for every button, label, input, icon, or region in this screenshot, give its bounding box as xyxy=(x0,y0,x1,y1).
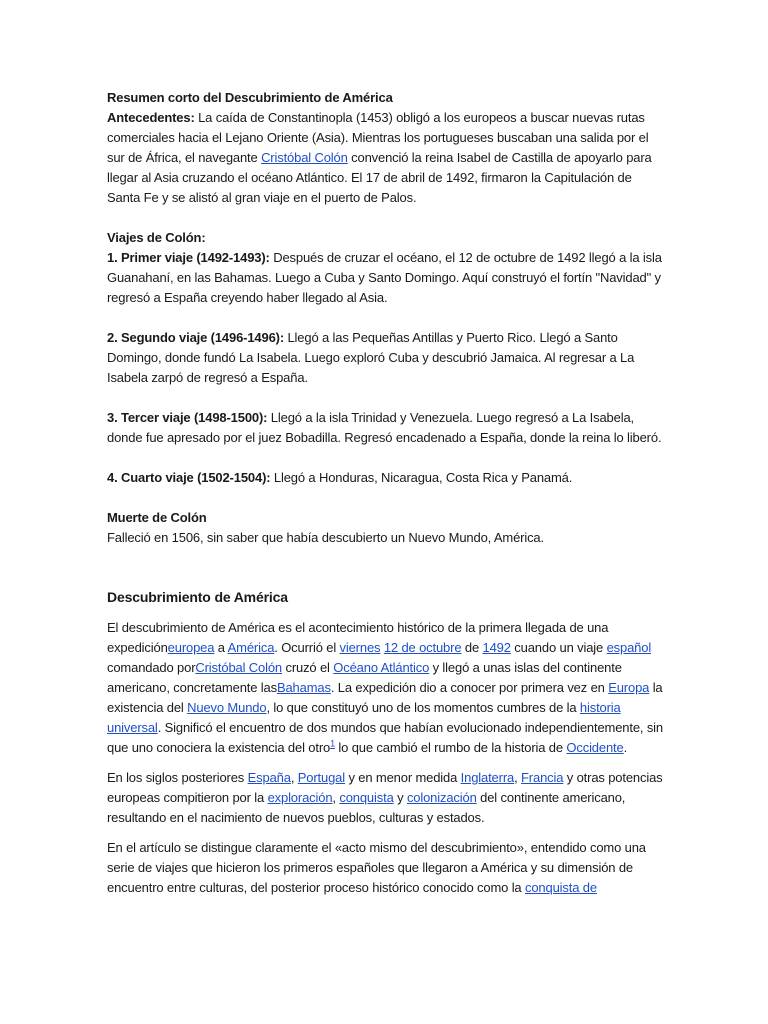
link-1492[interactable]: 1492 xyxy=(482,640,511,655)
summary-title: Resumen corto del Descubrimiento de América xyxy=(107,90,393,105)
link-espanol[interactable]: español xyxy=(606,640,652,655)
link-exploracion[interactable]: exploración xyxy=(267,790,333,805)
viaje-4: 4. Cuarto viaje (1502-1504): Llegó a Honduras, Nicaragua, Costa Rica y Panamá. xyxy=(107,470,573,485)
muerte-title: Muerte de Colón xyxy=(107,510,207,525)
link-inglaterra[interactable]: Inglaterra xyxy=(460,770,515,785)
link-colonizacion[interactable]: colonización xyxy=(406,790,477,805)
link-oceano-atlantico[interactable]: Océano Atlántico xyxy=(333,660,430,675)
article-title: Descubrimiento de América xyxy=(107,589,288,605)
antecedentes-paragraph: Antecedentes: La caída de Constantinopla (1453) obligó a los europeos a buscar nuevas rutas comerciales hacia el Lejano Oriente (Asia). Mientras los portugueses buscaban una salida por el sur de África, el navegante Cristóbal Colón convenció la reina Isabel de Castilla de apoyarlo para llegar al Asia cruzando el océano Atlántico. El 17 de abril de 1492, firmaron la Capitulación de Santa Fe y se alistó al gran viaje en el puerto de Palos. xyxy=(107,110,652,205)
link-cristobal-colon-2[interactable]: Cristóbal Colón xyxy=(195,660,283,675)
viaje-3: 3. Tercer viaje (1498-1500): Llegó a la isla Trinidad y Venezuela. Luego regresó a La Isabela, donde fue apresado por el juez Bobadilla. Regresó encadenado a España, donde la reina lo liberó. xyxy=(107,410,662,445)
link-europa[interactable]: Europa xyxy=(608,680,650,695)
link-bahamas[interactable]: Bahamas xyxy=(276,680,331,695)
link-cristobal-colon[interactable]: Cristóbal Colón xyxy=(261,150,348,165)
link-viernes[interactable]: viernes xyxy=(339,640,381,655)
viaje-2: 2. Segundo viaje (1496-1496): Llegó a las Pequeñas Antillas y Puerto Rico. Llegó a Santo Domingo, donde fundó La Isabela. Luego exploró Cuba y descubrió Jamaica. Al regresar a La Isabela zarpó de regresó a España. xyxy=(107,330,635,385)
antecedentes-label: Antecedentes: xyxy=(107,110,195,125)
document-page xyxy=(107,88,667,898)
reference-superscript[interactable]: 1 xyxy=(330,738,335,749)
link-12-octubre[interactable]: 12 de octubre xyxy=(383,640,462,655)
viajes-title: Viajes de Colón: xyxy=(107,230,206,245)
viaje-1: 1. Primer viaje (1492-1493): Después de cruzar el océano, el 12 de octubre de 1492 llegó a la isla Guanahaní, en las Bahamas. Luego a Cuba y Santo Domingo. Aquí construyó el fortín "Navidad" y regresó a España creyendo haber llegado al Asia. xyxy=(107,250,662,305)
link-conquista[interactable]: conquista xyxy=(339,790,394,805)
link-conquista-de[interactable]: conquista de xyxy=(524,880,597,895)
link-historia-universal[interactable]: historia universal xyxy=(107,700,621,735)
link-nuevo-mundo[interactable]: Nuevo Mundo xyxy=(187,700,267,715)
article-paragraph-2: En los siglos posteriores España, Portugal y en menor medida Inglaterra, Francia y otras potencias europeas compitieron por la exploración, conquista y colonización del continente americano, resultando en el nacimiento de nuevos pueblos, culturas y estados. xyxy=(107,770,663,825)
article-paragraph-1: El descubrimiento de América es el acontecimiento histórico de la primera llegada de una expedicióneuropea a América. Ocurrió el viernes 12 de octubre de 1492 cuando un viaje español comandado porCristóbal Colón cruzó el Océano Atlántico y llegó a unas islas del continente americano, concretamente lasBahamas. La expedición dio a conocer por primera vez en Europa la existencia del Nuevo Mundo, lo que constituyó uno de los momentos cumbres de la historia universal. Significó el encuentro de dos mundos que habían evolucionado independientemente, sin que uno conociera la existencia del otro$^1$ lo que cambió el rumbo de la historia de Occidente. xyxy=(107,620,663,755)
link-occidente[interactable]: Occidente xyxy=(566,740,624,755)
link-europea[interactable]: europea xyxy=(167,640,215,655)
muerte-text: Falleció en 1506, sin saber que había descubierto un Nuevo Mundo, América. xyxy=(107,530,544,545)
link-francia[interactable]: Francia xyxy=(521,770,564,785)
article-paragraph-3: En el artículo se distingue claramente el «acto mismo del descubrimiento», entendido como una serie de viajes que hicieron los primeros españoles que llegaron a América y su dimensión de encuentro entre culturas, del posterior proceso histórico conocido como la conquista de xyxy=(107,840,646,895)
link-america[interactable]: América xyxy=(227,640,275,655)
link-espana[interactable]: España xyxy=(247,770,291,785)
link-portugal[interactable]: Portugal xyxy=(297,770,345,785)
